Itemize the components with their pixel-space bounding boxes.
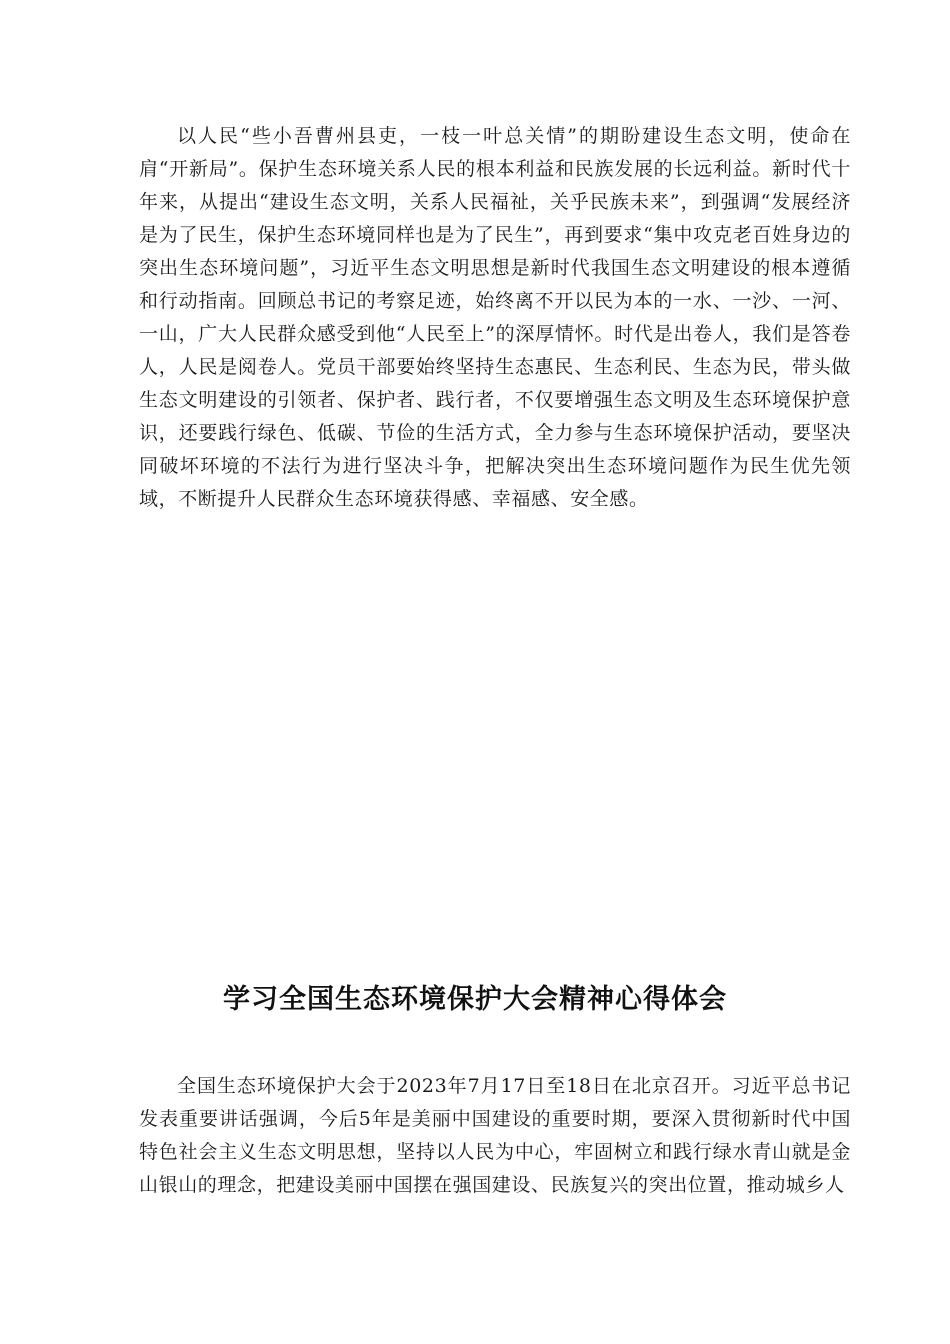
body-paragraph-2: 全国生态环境保护大会于2023年7月17日至18日在北京召开。习近平总书记发表重要讲话强调，今后5年是美丽中国建设的重要时期，要深入贯彻新时代中国特色社会主义生态文明思想，坚持以人民为中心，牢固树立和践行绿水青山就是金山银山的理念，把建设美丽中国摆在强国建设、民族复兴的突出位置，推动城乡人: [139, 1075, 851, 1196]
body-paragraph-1: 以人民“些小吾曹州县吏，一枝一叶总关情”的期盼建设生态文明，使命在肩“开新局”。保护生态环境关系人民的根本利益和民族发展的长远利益。新时代十年来，从提出“建设生态文明，关系人民福祉，关乎民族未来”，到强调“发展经济是为了民生，保护生态环境同样也是为了民生”，再到要求“集中攻克老百姓身边的突出生态环境问题”，习近平生态文明思想是新时代我国生态文明建设的根本遵循和行动指南。回顾总书记的考察足迹，始终离不开以民为本的一水、一沙、一河、一山，广大人民群众感受到他“人民至上”的深厚情怀。时代是出卷人，我们是答卷人，人民是阅卷人。党员干部要始终坚持生态惠民、生态利民、生态为民，带头做生态文明建设的引领者、保护者、践行者，不仅要增强生态文明及生态环境保护意识，还要践行绿色、低碳、节俭的生活方式，全力参与生态环境保护活动，要坚决同破坏环境的不法行为进行坚决斗争，把解决突出生态环境问题作为民生优先领域，不断提升人民群众生态环境获得感、幸福感、安全感。: [139, 125, 851, 510]
article-title: 学习全国生态环境保护大会精神心得体会: [223, 984, 727, 1015]
